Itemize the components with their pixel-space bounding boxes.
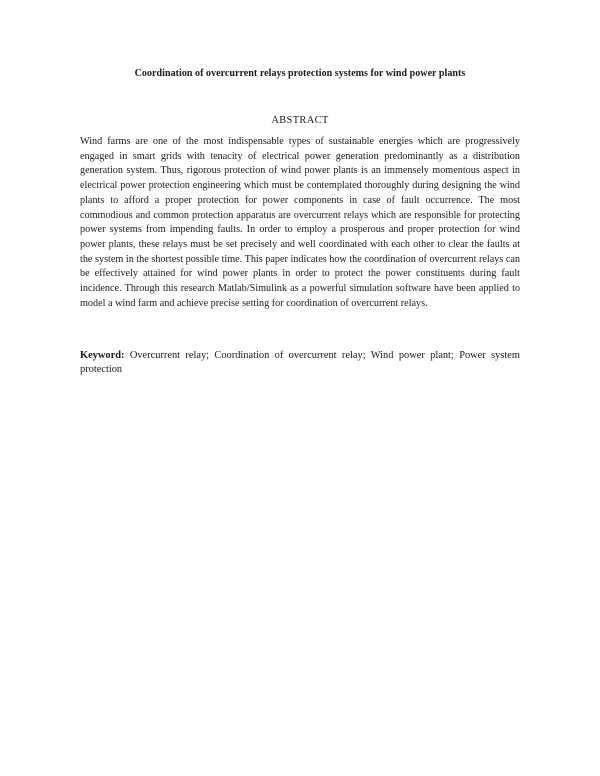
keyword-text: Overcurrent relay; Coordination of overcurrent relay; Wind power plant; Power system protection xyxy=(80,350,520,376)
keywords-paragraph xyxy=(80,349,520,378)
abstract-heading: ABSTRACT xyxy=(271,115,329,126)
abstract-body: Wind farms are one of the most indispensable types of sustainable energies which are progressively engaged in smart grids with tenacity of electrical power generation predominantly as a distribution generation system. Thus, rigorous protection of wind power plants is an immensely momentous aspect in electrical power protection engineering which must be contemplated thoroughly during designing the wind plants to afford a proper protection for power components in case of fault occurrence. The most commodious and common protection apparatus are overcurrent relays which are responsible for protecting power systems from impending faults. In order to employ a prosperous and proper protection for wind power plants, these relays must be set precisely and well coordinated with each other to clear the faults at the system in the shortest possible time. This paper indicates how the coordination of overcurrent relays can be effectively attained for wind power plants in order to protect the power constituents during fault incidence. Through this research Matlab/Simulink as a powerful simulation software have been applied to model a wind farm and achieve precise setting for coordination of overcurrent relays. xyxy=(80,136,520,309)
paper-title: Coordination of overcurrent relays protection systems for wind power plants xyxy=(134,68,466,79)
keyword-label: Keyword: xyxy=(80,350,125,361)
